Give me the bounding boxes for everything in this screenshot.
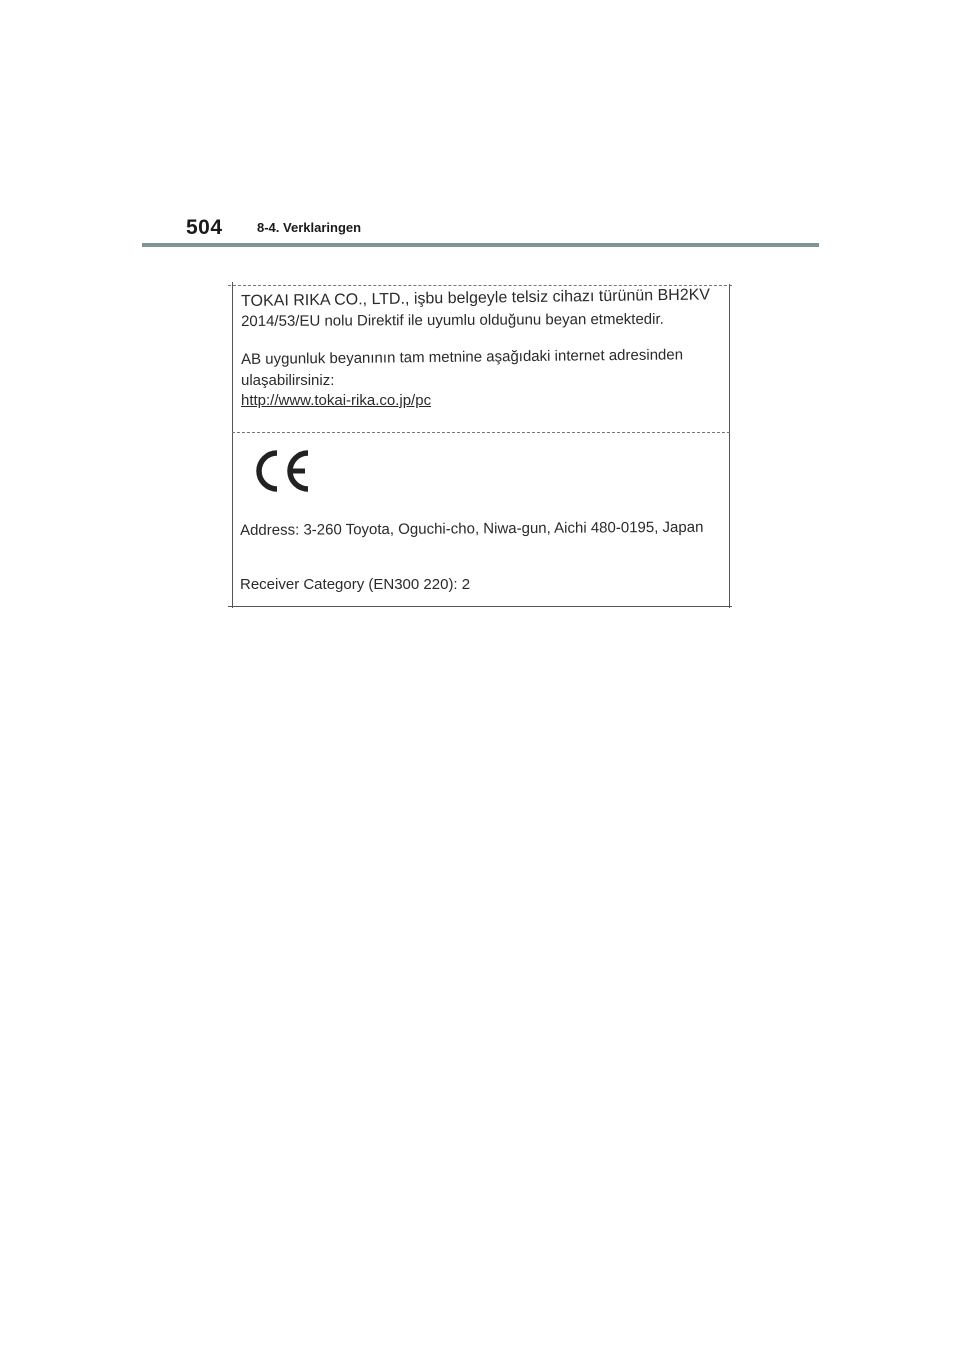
receiver-category-line: Receiver Category (EN300 220): 2 [240, 576, 471, 593]
label-bottom-border [228, 606, 732, 607]
label-left-border [232, 282, 233, 608]
page-number: 504 [186, 216, 223, 239]
declaration-line-1: TOKAI RIKA CO., LTD., işbu belgeyle telsiz cihazı türünün BH2KV [241, 286, 711, 310]
access-line-2: ulaşabilirsiniz: [241, 372, 335, 389]
label-top-border [228, 285, 732, 286]
ce-mark-icon [250, 446, 314, 496]
declaration-line-2: 2014/53/EU nolu Direktif ile uyumlu olduğunu beyan etmektedir. [241, 310, 664, 330]
label-divider [232, 432, 730, 433]
section-title: 8-4. Verklaringen [257, 220, 362, 235]
declaration-url[interactable]: http://www.tokai-rika.co.jp/pc [241, 392, 432, 409]
label-right-border [729, 284, 730, 608]
header-rule [142, 243, 819, 247]
access-line-1: AB uygunluk beyanının tam metnine aşağıdaki internet adresinden [241, 346, 684, 368]
address-line: Address: 3-260 Toyota, Oguchi-cho, Niwa-gun, Aichi 480-0195, Japan [240, 518, 704, 539]
